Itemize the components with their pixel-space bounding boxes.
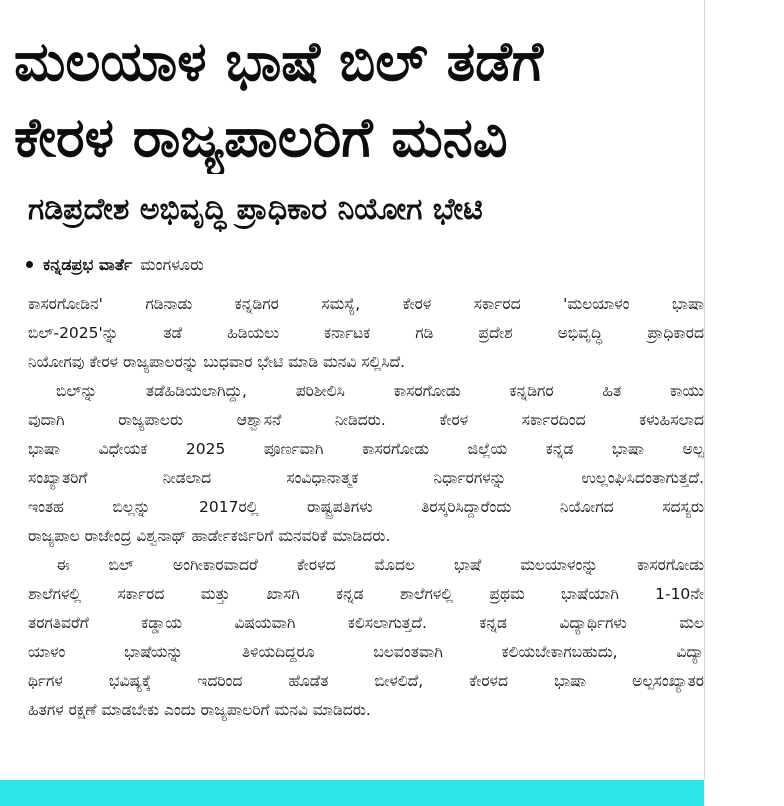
subheadline: ಗಡಿಪ್ರದೇಶ ಅಭಿವೃದ್ಧಿ ಪ್ರಾಧಿಕಾರ ನಿಯೋಗ ಭೇಟಿ [28,192,483,227]
byline [26,252,204,278]
body-line: ನಿಯೋಗವು ಕೇರಳ ರಾಜ್ಯಪಾಲರನ್ನು ಬುಧವಾರ ಭೇಟಿ ಮಾಡಿ ಮನವಿ ಸಲ್ಲಿಸಿದೆ. [28,353,406,371]
bottom-color-band [0,780,704,806]
body-line: ಬಿಲ್-2025'ನ್ನು ತಡೆ ಹಿಡಿಯಲು ಕರ್ನಾಟಕ ಗಡಿ ಪ್ರದೇಶ ಅಭಿವೃದ್ಧಿ ಪ್ರಾಧಿಕಾರದ [28,324,704,342]
bullet-icon [26,261,33,268]
body-line: ತರಗತಿವರೆಗೆ ಕಡ್ಡಾಯ ವಿಷಯವಾಗಿ ಕಲಿಸಲಾಗುತ್ತದೆ. ಕನ್ನಡ ವಿದ್ಯಾರ್ಥಿಗಳು ಮಲ [28,614,704,632]
body-line: ಶಾಲೆಗಳಲ್ಲಿ ಸರ್ಕಾರದ ಮತ್ತು ಖಾಸಗಿ ಕನ್ನಡ ಶಾಲೆಗಳಲ್ಲಿ ಪ್ರಥಮ ಭಾಷೆಯಾಗಿ 1-10ನೇ [28,585,704,603]
headline-line-2: ಕೇರಳ ರಾಜ್ಯಪಾಲರಿಗೆ ಮನವಿ [14,106,508,169]
byline-place: ಮಂಗಳೂರು [140,255,204,274]
column-divider [704,0,705,780]
body-line: ವುದಾಗಿ ರಾಜ್ಯಪಾಲರು ಆಶ್ವಾಸನೆ ನೀಡಿದರು. ಕೇರಳ ಸರ್ಕಾರದಿಂದ ಕಳುಹಿಸಲಾದ [28,411,704,429]
body-line: ಇಂತಹ ಬಿಲ್ಲನ್ನು 2017ರಲ್ಲಿ ರಾಷ್ಟ್ರಪತಿಗಳು ತಿರಸ್ಕರಿಸಿದ್ದಾರೆಂದು ನಿಯೋಗದ ಸದಸ್ಯರು [28,498,704,516]
body-line: ಬಿಲ್‌ನ್ನು ತಡೆಹಿಡಿಯಲಾಗಿದ್ದು, ಪರಿಶೀಲಿಸಿ ಕಾಸರಗೋಡು ಕನ್ನಡಿಗರ ಹಿತ ಕಾಯು [56,382,704,400]
byline-agency: ಕನ್ನಡಪ್ರಭ ವಾರ್ತೆ [43,255,133,274]
headline-line-1: ಮಲಯಾಳ ಭಾಷೆ ಬಿಲ್ ತಡೆಗೆ [14,30,544,93]
body-line: ರಾಜ್ಯಪಾಲ ರಾಜೇಂದ್ರ ವಿಶ್ವನಾಥ್ ಹಾರ್ಡೇಕರ್ಜಿರಿಗೆ ಮನವರಿಕೆ ಮಾಡಿದರು. [28,527,391,545]
body-line: ಈ ಬಿಲ್ ಅಂಗೀಕಾರವಾದರೆ ಕೇರಳದ ಮೊದಲ ಭಾಷೆ ಮಲಯಾಳಂನ್ನು ಕಾಸರಗೋಡು [56,556,704,574]
body-line: ಕಾಸರಗೋಡಿನ' ಗಡಿನಾಡು ಕನ್ನಡಿಗರ ಸಮಸ್ಯೆ, ಕೇರಳ ಸರ್ಕಾರದ 'ಮಲಯಾಳಂ ಭಾಷಾ [28,295,704,313]
body-line: ರ್ಥಿಗಳ ಭವಿಷ್ಯಕ್ಕೆ ಇದರಿಂದ ಹೊಡೆತ ಬೀಳಲಿದೆ, ಕೇರಳದ ಭಾಷಾ ಅಲ್ಪಸಂಖ್ಯಾತರ [28,672,704,690]
body-line: ಭಾಷಾ ವಿಧೇಯಕ 2025 ಪೂರ್ಣವಾಗಿ ಕಾಸರಗೋಡು ಜಿಲ್ಲೆಯ ಕನ್ನಡ ಭಾಷಾ ಅಲ್ಪ [28,440,704,458]
body-line: ಯಾಳಂ ಭಾಷೆಯನ್ನು ತಿಳಿಯದಿದ್ದರೂ ಬಲವಂತವಾಗಿ ಕಲಿಯಬೇಕಾಗಬಹುದು, ವಿದ್ಯಾ [28,643,704,661]
article-body [28,290,704,725]
body-line: ಹಿತಗಳ ರಕ್ಷಣೆ ಮಾಡಬೇಕು ಎಂದು ರಾಜ್ಯಪಾಲರಿಗೆ ಮನವಿ ಮಾಡಿದರು. [28,701,371,719]
body-line: ಸಂಖ್ಯಾತರಿಗೆ ನೀಡಲಾದ ಸಂವಿಧಾನಾತ್ಮಕ ನಿರ್ಧಾರಗಳನ್ನು ಉಲ್ಲಂಘಿಸಿದಂತಾಗುತ್ತದೆ. [28,469,704,487]
